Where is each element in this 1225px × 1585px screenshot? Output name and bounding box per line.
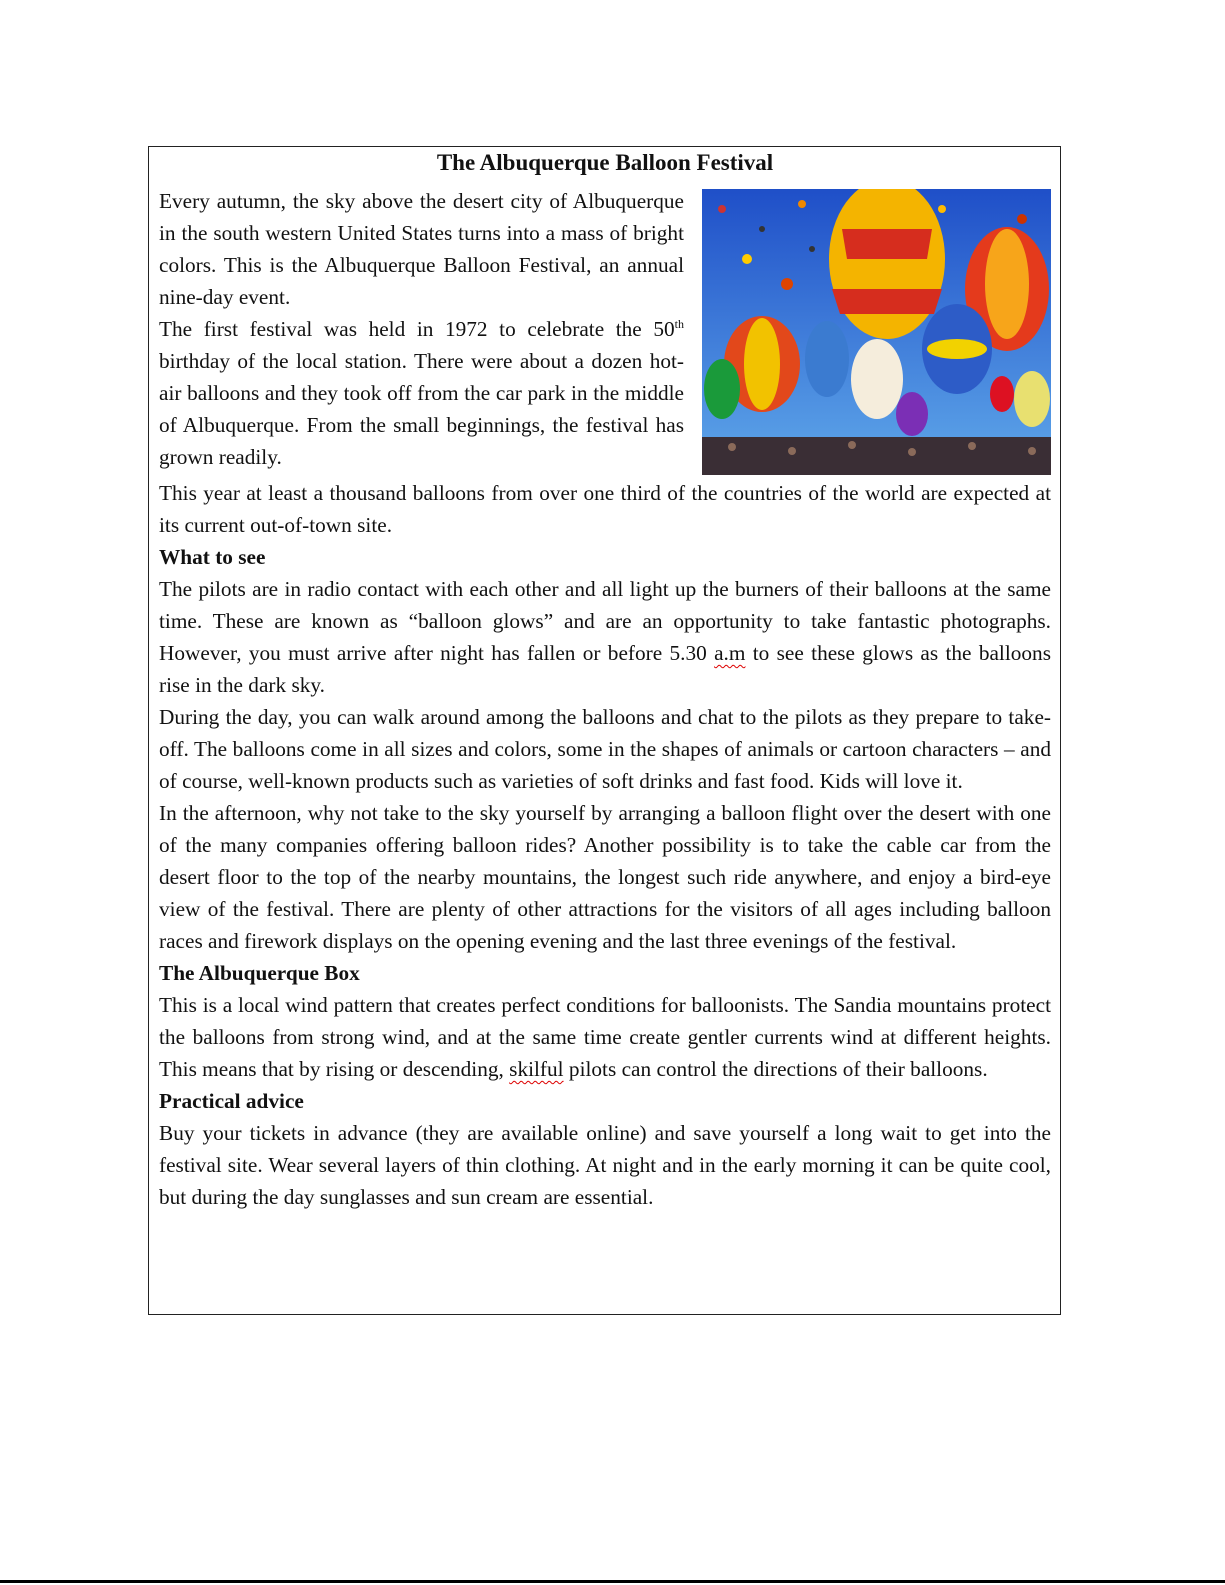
text: The first festival was held in 1972 to celebrate the 50 bbox=[159, 317, 675, 341]
text: to see these glows as the balloons rise in the dark sky. bbox=[159, 641, 1051, 697]
article-title: The Albuquerque Balloon Festival bbox=[436, 150, 774, 175]
text: This is a local wind pattern that creates perfect conditions for balloonists. The Sandia mountains protect the balloons from strong wind, and at the same time create gentler currents wind at different heights. This means that by rising or descending, bbox=[159, 993, 1051, 1081]
heading-albuquerque-box: The Albuquerque Box bbox=[159, 961, 360, 985]
what-to-see-paragraph-1 bbox=[159, 573, 1051, 701]
text: The pilots are in radio contact with each other and all light up the burners of their balloons at the same time. These are known as “balloon glows” and are an opportunity to take fantastic photographs. However, you must arrive after night has fallen or before 5.30 bbox=[159, 577, 1051, 665]
intro-paragraph-1: Every autumn, the sky above the desert city of Albuquerque in the south western United States turns into a mass of bright colors. This is the Albuquerque Balloon Festival, an annual nine-day event. bbox=[159, 189, 684, 309]
page-bottom-rule bbox=[0, 1580, 1225, 1583]
heading-practical-advice: Practical advice bbox=[159, 1089, 304, 1113]
practical-advice-paragraph: Buy your tickets in advance (they are available online) and save yourself a long wait to get into the festival site. Wear several layers of thin clothing. At night and in the early morning it can be quite cool, but during the day sunglasses and sun cream are essential. bbox=[159, 1121, 1051, 1209]
heading-what-to-see: What to see bbox=[159, 545, 266, 569]
article-box bbox=[148, 146, 1061, 1315]
superscript: th bbox=[674, 316, 684, 331]
what-to-see-paragraph-2: During the day, you can walk around among the balloons and chat to the pilots as they prepare to take-off. The balloons come in all sizes and colors, some in the shapes of animals or cartoon characters – and of course, well-known products such as varieties of soft drinks and fast food. Kids will love it. bbox=[159, 705, 1051, 793]
spellcheck-flagged-word: skilful bbox=[509, 1057, 564, 1081]
text: birthday of the local station. There were about a dozen hot-air balloons and they took off from the car park in the middle of Albuquerque. From the small beginnings, the festival has grown readily. bbox=[159, 349, 684, 469]
balloon-festival-photo bbox=[702, 189, 1051, 475]
albuquerque-box-paragraph bbox=[159, 989, 1051, 1085]
spellcheck-flagged-word: a.m bbox=[714, 641, 746, 665]
text: pilots can control the directions of their balloons. bbox=[563, 1057, 988, 1081]
intro-paragraph-3: This year at least a thousand balloons from over one third of the countries of the world are expected at its current out-of-town site. bbox=[159, 481, 1051, 537]
what-to-see-paragraph-3: In the afternoon, why not take to the sky yourself by arranging a balloon flight over the desert with one of the many companies offering balloon rides? Another possibility is to take the cable car from the desert floor to the top of the nearby mountains, the longest such ride anywhere, and enjoy a bird-eye view of the festival. There are plenty of other attractions for the visitors of all ages including balloon races and firework displays on the opening evening and the last three evenings of the festival. bbox=[159, 801, 1051, 953]
